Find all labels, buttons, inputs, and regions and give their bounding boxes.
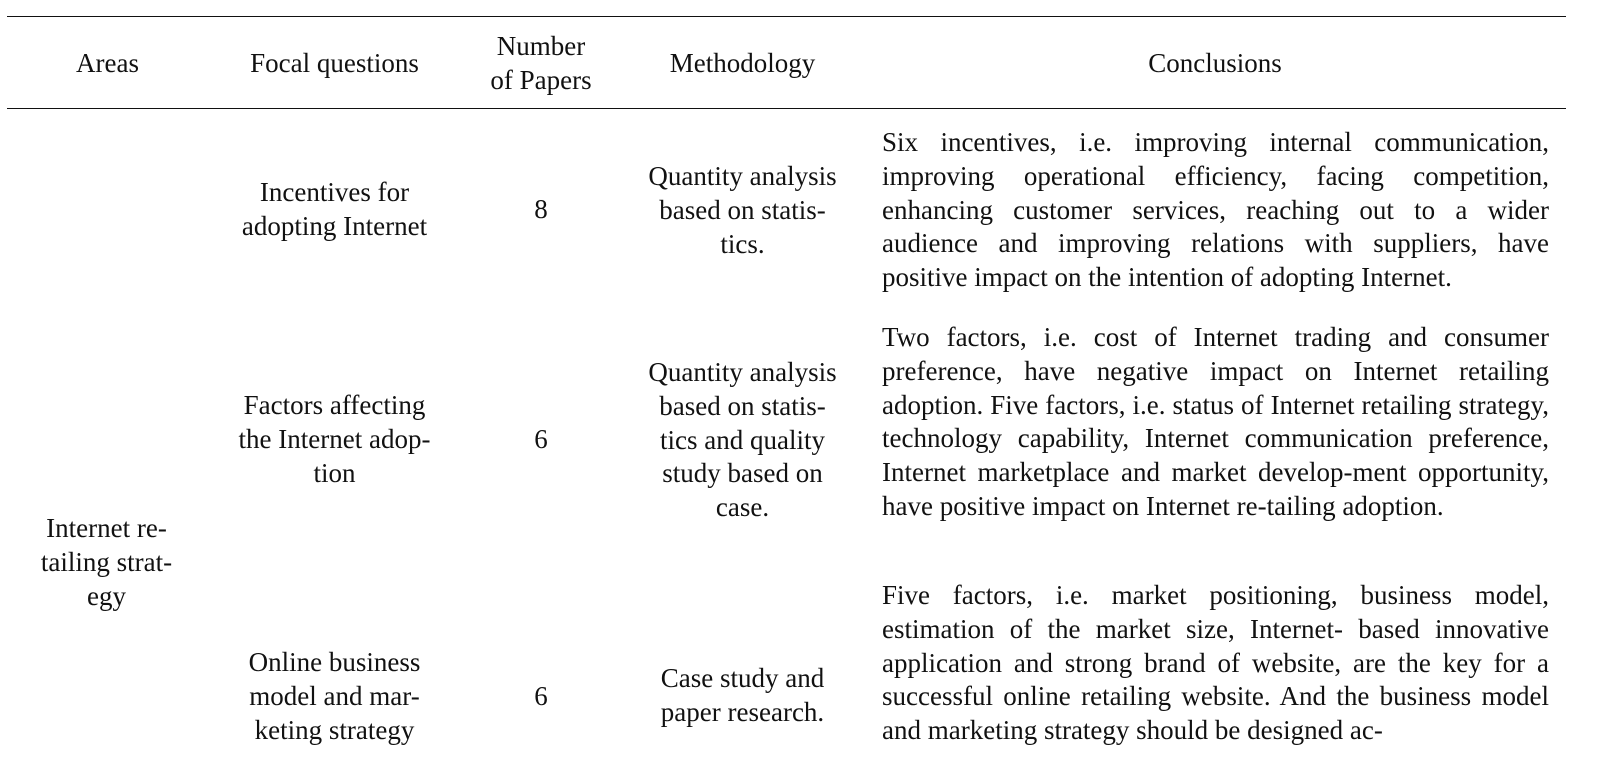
row2-focal-question: Factors affecting the Internet adop- tion bbox=[238, 390, 431, 488]
row3-methodology: Case study and paper research. bbox=[660, 663, 825, 727]
row1-number: 8 bbox=[534, 194, 548, 224]
area-cell: Internet re- tailing strat- egy bbox=[40, 513, 173, 611]
row2-methodology: Quantity analysis based on statis- tics and quality study based on case. bbox=[648, 357, 837, 523]
row2-number: 6 bbox=[534, 424, 548, 454]
row1-conclusion: Six incentives, i.e. improving internal communication, improving operational efficiency, facing competition, enhancing customer services, reaching out to a wider audience and improving relations with suppliers, have positive impact on the intention of adopting Internet. bbox=[882, 127, 1549, 293]
table-header-rule bbox=[7, 108, 1566, 109]
header-number-of-papers: Number of Papers bbox=[490, 31, 592, 95]
row3-focal-question: Online business model and mar- keting strategy bbox=[248, 647, 421, 745]
row3-conclusion: Five factors, i.e. market positioning, business model, estimation of the market size, Internet- based innovative application and strong brand of website, are the key for a successful online retailing website. And the business model and marketing strategy should be designed ac- bbox=[882, 580, 1549, 746]
header-methodology: Methodology bbox=[669, 48, 816, 78]
row2-conclusion: Two factors, i.e. cost of Internet trading and consumer preference, have negative impact on Internet retailing adoption. Five factors, i.e. status of Internet retailing strategy, technology capability, Internet communication preference, Internet marketplace and market develop-ment opportunity, have positive impact on Internet re-tailing adoption. bbox=[882, 322, 1549, 521]
row3-number: 6 bbox=[534, 681, 548, 711]
header-areas: Areas bbox=[76, 48, 139, 78]
row1-methodology: Quantity analysis based on statis- tics. bbox=[648, 161, 837, 259]
table-top-rule bbox=[7, 16, 1566, 17]
header-conclusions: Conclusions bbox=[1148, 48, 1282, 78]
header-focal-questions: Focal questions bbox=[250, 48, 419, 78]
row1-focal-question: Incentives for adopting Internet bbox=[241, 177, 428, 241]
